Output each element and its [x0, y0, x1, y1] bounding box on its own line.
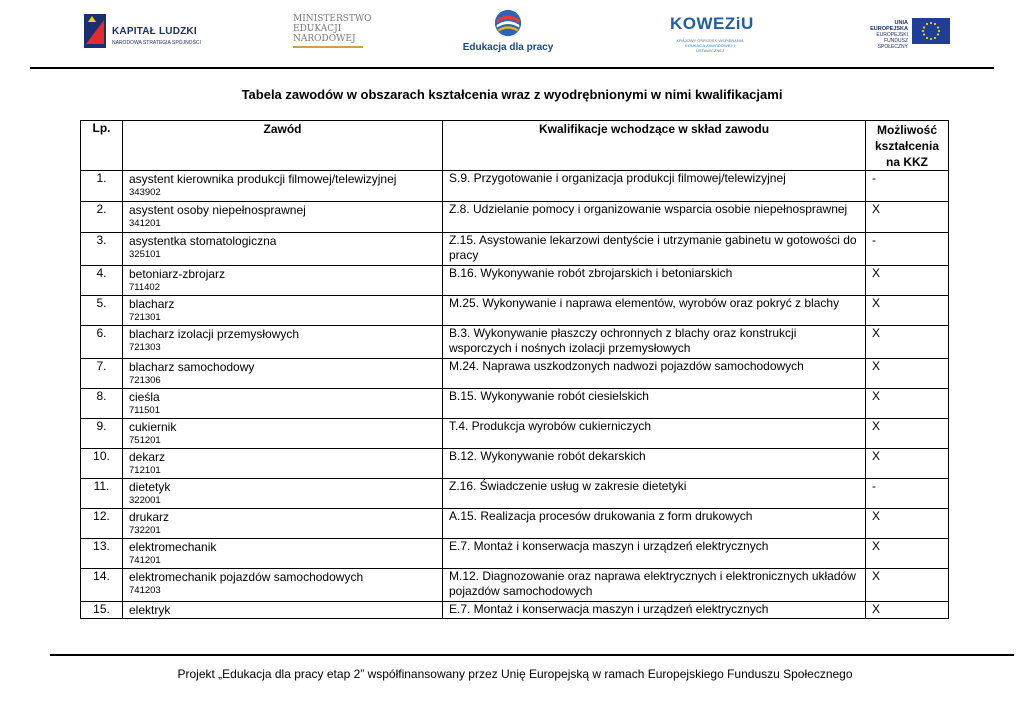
eu-line-1: UNIA EUROPEJSKA: [870, 20, 908, 32]
row-number: 4.: [81, 266, 123, 296]
occupations-table: [80, 120, 949, 619]
kkz-cell: -: [866, 233, 949, 266]
occupation-name: asystent osoby niepełnosprawnej: [129, 203, 306, 217]
qualification-cell: M.24. Naprawa uszkodzonych nadwozi pojazdów samochodowych: [443, 359, 866, 389]
table-row: [81, 569, 949, 602]
row-number: 6.: [81, 326, 123, 359]
edukacja-globe-icon: [493, 8, 523, 38]
occupation-name: elektromechanik: [129, 540, 217, 554]
occupation-name: cukiernik: [129, 420, 177, 434]
occupation-code: 732201: [129, 525, 161, 536]
occupation-code: 751201: [129, 435, 161, 446]
qualification-cell: Z.15. Asystowanie lekarzowi dentyście i utrzymanie gabinetu w gotowości do pracy: [443, 233, 866, 266]
row-number: 13.: [81, 539, 123, 569]
occupation-name: blacharz samochodowy: [129, 360, 255, 374]
men-line-2: EDUKACJI: [293, 24, 342, 34]
qualification-cell: T.4. Produkcja wyrobów cukierniczych: [443, 419, 866, 449]
koweziu-subtitle: KRAJOWY OŚRODEK WSPIERANIA EDUKACJI ZAWODOWEJ I USTAWICZNEJ: [676, 38, 744, 53]
occupation-cell: [123, 539, 443, 569]
occupation-name: dietetyk: [129, 480, 171, 494]
eu-logo: [856, 18, 952, 54]
occupation-name: elektromechanik pojazdów samochodowych: [129, 570, 364, 584]
occupation-cell: [123, 202, 443, 233]
row-number: 5.: [81, 296, 123, 326]
qualification-cell: Z.8. Udzielanie pomocy i organizowanie wsparcia osobie niepełnosprawnej: [443, 202, 866, 233]
row-number: 7.: [81, 359, 123, 389]
occupation-name: asystent kierownika produkcji filmowej/telewizyjnej: [129, 172, 397, 186]
kkz-cell: X: [866, 202, 949, 233]
table-row: [81, 602, 949, 619]
kkz-cell: X: [866, 602, 949, 619]
occupation-cell: [123, 326, 443, 359]
header-kwalifikacje: Kwalifikacje wchodzące w skład zawodu: [443, 121, 866, 171]
occupation-name: cieśla: [129, 390, 160, 404]
koweziu-title: KOWEZiU: [670, 14, 754, 33]
occupation-cell: [123, 359, 443, 389]
occupation-code: 341201: [129, 218, 161, 229]
qualification-cell: Z.16. Świadczenie usług w zakresie dietetyki: [443, 479, 866, 509]
qualification-cell: M.12. Diagnozowanie oraz naprawa elektrycznych i elektronicznych układów pojazdów samochodowych: [443, 569, 866, 602]
occupation-name: betoniarz-zbrojarz: [129, 267, 226, 281]
occupation-code: 721303: [129, 342, 161, 353]
table-header-row: [81, 121, 949, 171]
occupation-code: 721306: [129, 375, 161, 386]
eu-line-2: EUROPEJSKI: [876, 32, 908, 38]
kkz-cell: X: [866, 539, 949, 569]
eu-text: [856, 20, 908, 50]
kkz-cell: X: [866, 449, 949, 479]
row-number: 12.: [81, 509, 123, 539]
kkz-cell: X: [866, 266, 949, 296]
header-kkz: Możliwość kształcenia na KKZ: [866, 121, 949, 171]
row-number: 1.: [81, 171, 123, 202]
qualification-cell: S.9. Przygotowanie i organizacja produkcji filmowej/telewizyjnej: [443, 171, 866, 202]
footer-divider: [50, 654, 1014, 656]
eu-line-3: FUNDUSZ SPOŁECZNY: [877, 38, 908, 50]
occupation-cell: [123, 509, 443, 539]
header-lp: Lp.: [81, 121, 123, 171]
table-row: [81, 509, 949, 539]
occupation-cell: [123, 479, 443, 509]
table-row: [81, 479, 949, 509]
occupation-cell: [123, 569, 443, 602]
occupation-code: 741203: [129, 585, 161, 596]
row-number: 14.: [81, 569, 123, 602]
row-number: 2.: [81, 202, 123, 233]
row-number: 8.: [81, 389, 123, 419]
kapital-ludzki-mark-icon: [84, 14, 106, 48]
kkz-cell: X: [866, 509, 949, 539]
kkz-cell: X: [866, 326, 949, 359]
row-number: 10.: [81, 449, 123, 479]
occupation-code: 741201: [129, 555, 161, 566]
row-number: 15.: [81, 602, 123, 619]
occupation-code: 711402: [129, 282, 160, 293]
occupation-cell: [123, 449, 443, 479]
table-row: [81, 233, 949, 266]
occupation-name: blacharz izolacji przemysłowych: [129, 327, 300, 341]
men-line-1: MINISTERSTWO: [293, 14, 372, 24]
occupation-cell: [123, 389, 443, 419]
table-row: [81, 359, 949, 389]
header-zawod: Zawód: [123, 121, 443, 171]
kkz-cell: X: [866, 419, 949, 449]
qualification-cell: E.7. Montaż i konserwacja maszyn i urządzeń elektrycznych: [443, 539, 866, 569]
header-logos: [0, 8, 1024, 64]
kkz-cell: X: [866, 359, 949, 389]
koweziu-logo: [668, 12, 754, 60]
occupation-cell: [123, 233, 443, 266]
table-row: [81, 326, 949, 359]
qualification-cell: B.15. Wykonywanie robót ciesielskich: [443, 389, 866, 419]
row-number: 11.: [81, 479, 123, 509]
occupation-code: 712101: [129, 465, 161, 476]
occupation-code: 721301: [129, 312, 161, 323]
table-row: [81, 296, 949, 326]
edukacja-dla-pracy-logo: [462, 8, 554, 60]
qualification-cell: B.3. Wykonywanie płaszczy ochronnych z blachy oraz konstrukcji wsporczych i nośnych izolacji przemysłowych: [443, 326, 866, 359]
kkz-cell: -: [866, 171, 949, 202]
table-row: [81, 171, 949, 202]
qualification-cell: B.16. Wykonywanie robót zbrojarskich i betoniarskich: [443, 266, 866, 296]
occupation-cell: [123, 266, 443, 296]
qualification-cell: E.7. Montaż i konserwacja maszyn i urządzeń elektrycznych: [443, 602, 866, 619]
table-row: [81, 419, 949, 449]
table-row: [81, 389, 949, 419]
occupation-code: 322001: [129, 495, 161, 506]
qualification-cell: M.25. Wykonywanie i naprawa elementów, wyrobów oraz pokryć z blachy: [443, 296, 866, 326]
eu-flag-icon: [912, 18, 950, 44]
occupation-name: dekarz: [129, 450, 166, 464]
occupation-cell: [123, 419, 443, 449]
occupation-name: blacharz: [129, 297, 175, 311]
table-row: [81, 449, 949, 479]
kkz-cell: X: [866, 389, 949, 419]
ministerstwo-logo: [293, 14, 373, 58]
occupation-cell: [123, 296, 443, 326]
occupation-cell: [123, 602, 443, 619]
occupation-code: 343902: [129, 187, 161, 198]
kkz-cell: -: [866, 479, 949, 509]
kapital-ludzki-subtitle: NARODOWA STRATEGIA SPÓJNOŚCI: [112, 40, 201, 46]
kapital-ludzki-logo: [84, 14, 204, 58]
kkz-cell: X: [866, 569, 949, 602]
row-number: 9.: [81, 419, 123, 449]
table-row: [81, 202, 949, 233]
kkz-cell: X: [866, 296, 949, 326]
occupation-name: drukarz: [129, 510, 170, 524]
table-row: [81, 539, 949, 569]
occupation-code: 711501: [129, 405, 160, 416]
occupation-name: elektryk: [129, 603, 171, 617]
edukacja-label: Edukacja dla pracy: [462, 42, 554, 53]
occupation-cell: [123, 171, 443, 202]
table-row: [81, 266, 949, 296]
page-title: Tabela zawodów w obszarach kształcenia wraz z wyodrębnionymi w nimi kwalifikacjami: [241, 87, 783, 102]
occupation-code: 325101: [129, 249, 161, 260]
row-number: 3.: [81, 233, 123, 266]
footer-text: Projekt „Edukacja dla pracy etap 2” współfinansowany przez Unię Europejską w ramach Europejskiego Funduszu Społecznego: [177, 667, 853, 681]
qualification-cell: A.15. Realizacja procesów drukowania z form drukowych: [443, 509, 866, 539]
kapital-ludzki-title: KAPITAŁ LUDZKI: [112, 26, 197, 37]
qualification-cell: B.12. Wykonywanie robót dekarskich: [443, 449, 866, 479]
header-divider: [30, 67, 994, 69]
men-gold-bar: [293, 46, 363, 48]
men-line-3: NARODOWEJ: [293, 34, 356, 44]
occupation-name: asystentka stomatologiczna: [129, 234, 277, 248]
